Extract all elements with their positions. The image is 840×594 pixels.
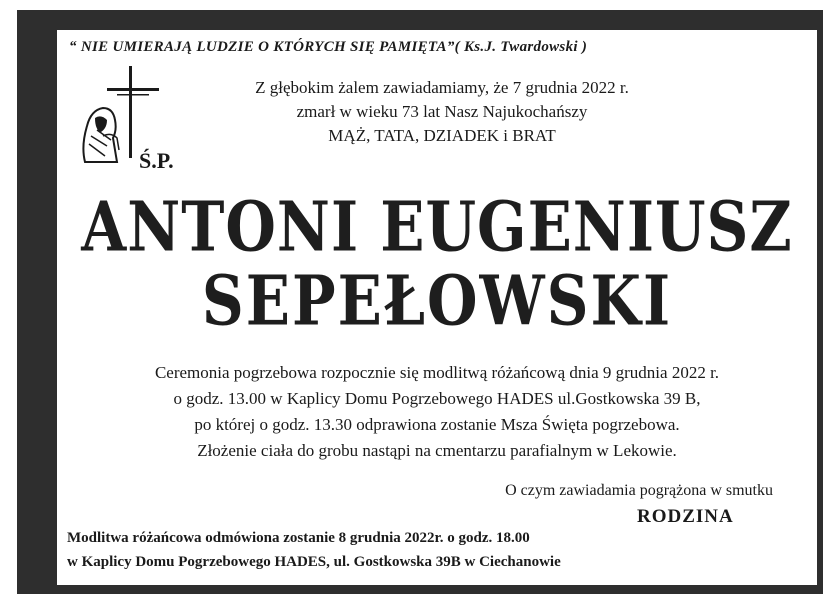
ceremony-line: Złożenie ciała do grobu nastąpi na cmentarzu parafialnym w Lekowie. bbox=[197, 441, 677, 460]
obituary-card bbox=[57, 30, 817, 585]
black-border-frame bbox=[17, 10, 823, 594]
ceremony-line: Ceremonia pogrzebowa rozpocznie się modlitwą różańcową dnia 9 grudnia 2022 r. bbox=[154, 363, 720, 382]
intro-announcement bbox=[177, 76, 707, 148]
intro-line: zmarł w wieku 73 lat Nasz Najukochańszy bbox=[296, 102, 588, 121]
intro-line: Z głębokim żalem zawiadamiamy, że 7 grudnia 2022 r. bbox=[255, 78, 629, 97]
deceased-first-names: ANTONI EUGENIUSZ bbox=[81, 186, 793, 268]
ceremony-line: po której o godz. 13.30 odprawiona zostanie Msza Święta pogrzebowa. bbox=[194, 415, 680, 434]
rosary-line: w Kaplicy Domu Pogrzebowego HADES, ul. Gostkowska 39B w Ciechanowie bbox=[67, 554, 561, 570]
intro-line: MĄŻ, TATA, DZIADEK i BRAT bbox=[328, 126, 556, 145]
motto-quote: “ NIE UMIERAJĄ LUDZIE O KTÓRYCH SIĘ PAMIĘTA”( Ks.J. Twardowski ) bbox=[69, 39, 588, 55]
rosary-notice bbox=[67, 526, 561, 574]
ceremony-details bbox=[57, 360, 817, 464]
closing-line: O czym zawiadamia pogrążona w smutku bbox=[505, 482, 773, 499]
ceremony-line: o godz. 13.00 w Kaplicy Domu Pogrzebowego HADES ul.Gostkowska 39 B, bbox=[173, 389, 701, 408]
family-signature: RODZINA bbox=[637, 506, 734, 527]
rosary-line: Modlitwa różańcowa odmówiona zostanie 8 grudnia 2022r. o godz. 18.00 bbox=[67, 530, 530, 546]
deceased-surname: SEPEŁOWSKI bbox=[201, 260, 673, 342]
sp-prefix: Ś.P. bbox=[139, 148, 174, 173]
